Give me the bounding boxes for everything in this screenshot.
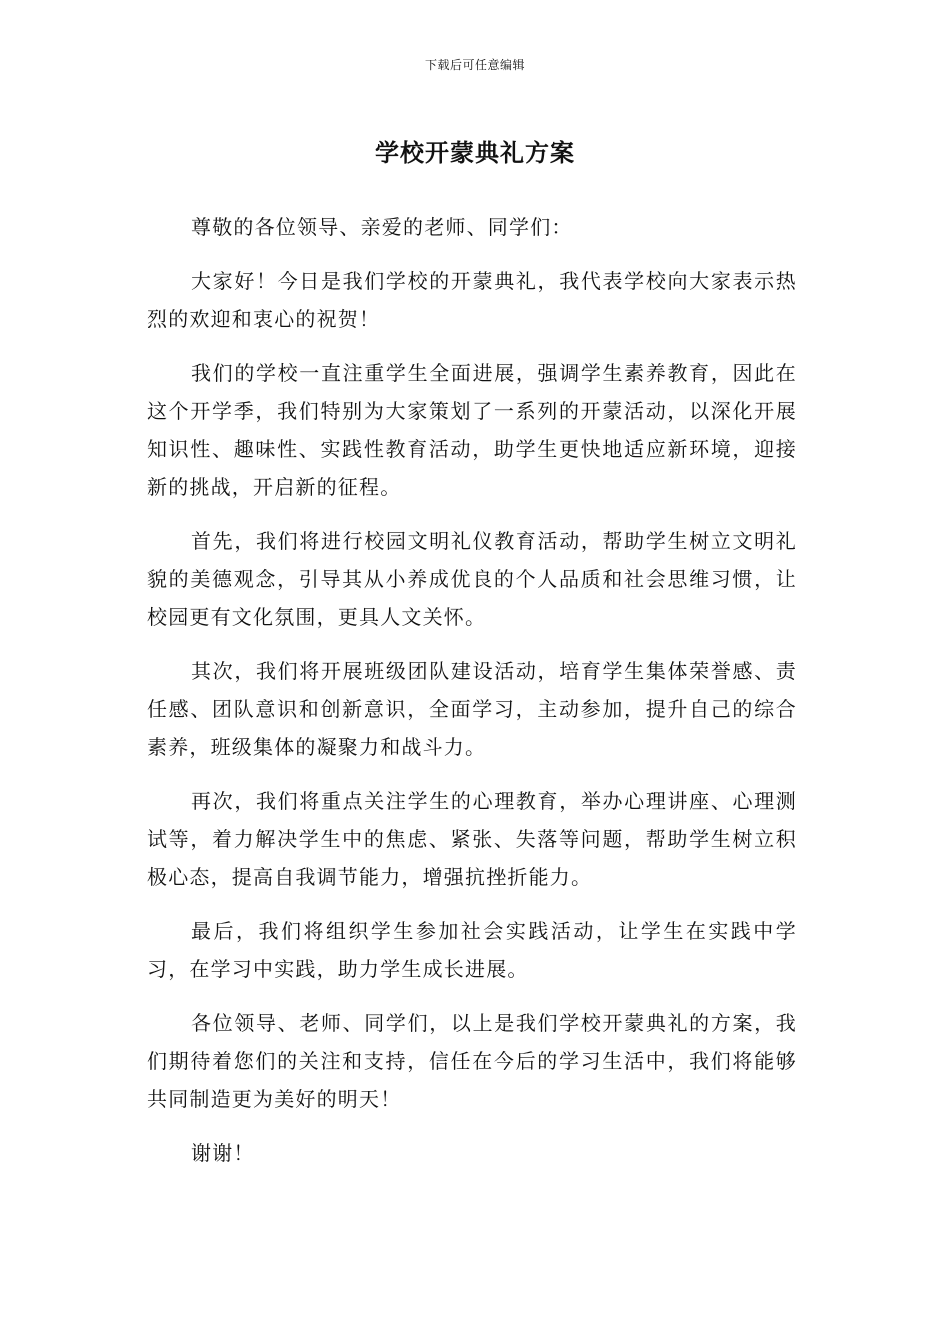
- paragraph-last: 最后，我们将组织学生参加社会实践活动，让学生在实践中学习，在学习中实践，助力学生成长进展。: [147, 919, 797, 981]
- paragraph-third: 再次，我们将重点关注学生的心理教育，举办心理讲座、心理测试等，着力解决学生中的焦虑、紧张、失落等问题，帮助学生树立积极心态，提高自我调节能力，增强抗挫折能力。: [147, 789, 797, 889]
- document-title: 学校开蒙典礼方案: [375, 139, 575, 167]
- paragraph-greeting: 尊敬的各位领导、亲爱的老师、同学们：: [191, 215, 573, 239]
- paragraph-welcome: 大家好！今日是我们学校的开蒙典礼，我代表学校向大家表示热烈的欢迎和衷心的祝贺！: [147, 269, 797, 331]
- paragraph-thanks: 谢谢！: [191, 1141, 255, 1165]
- document-body: [147, 208, 797, 1188]
- paragraph-second: 其次，我们将开展班级团队建设活动，培育学生集体荣誉感、责任感、团队意识和创新意识，全面学习，主动参加，提升自己的综合素养，班级集体的凝聚力和战斗力。: [147, 659, 797, 759]
- paragraph-intro: 我们的学校一直注重学生全面进展，强调学生素养教育，因此在这个开学季，我们特别为大家策划了一系列的开蒙活动，以深化开展知识性、趣味性、实践性教育活动，助学生更快地适应新环境，迎接新的挑战，开启新的征程。: [147, 361, 797, 499]
- paragraph-first: 首先，我们将进行校园文明礼仪教育活动，帮助学生树立文明礼貌的美德观念，引导其从小养成优良的个人品质和社会思维习惯，让校园更有文化氛围，更具人文关怀。: [147, 529, 797, 629]
- paragraph-closing: 各位领导、老师、同学们，以上是我们学校开蒙典礼的方案，我们期待着您们的关注和支持，信任在今后的学习生活中，我们将能够共同制造更为美好的明天！: [147, 1011, 797, 1111]
- header-note: 下载后可任意编辑: [424, 58, 525, 72]
